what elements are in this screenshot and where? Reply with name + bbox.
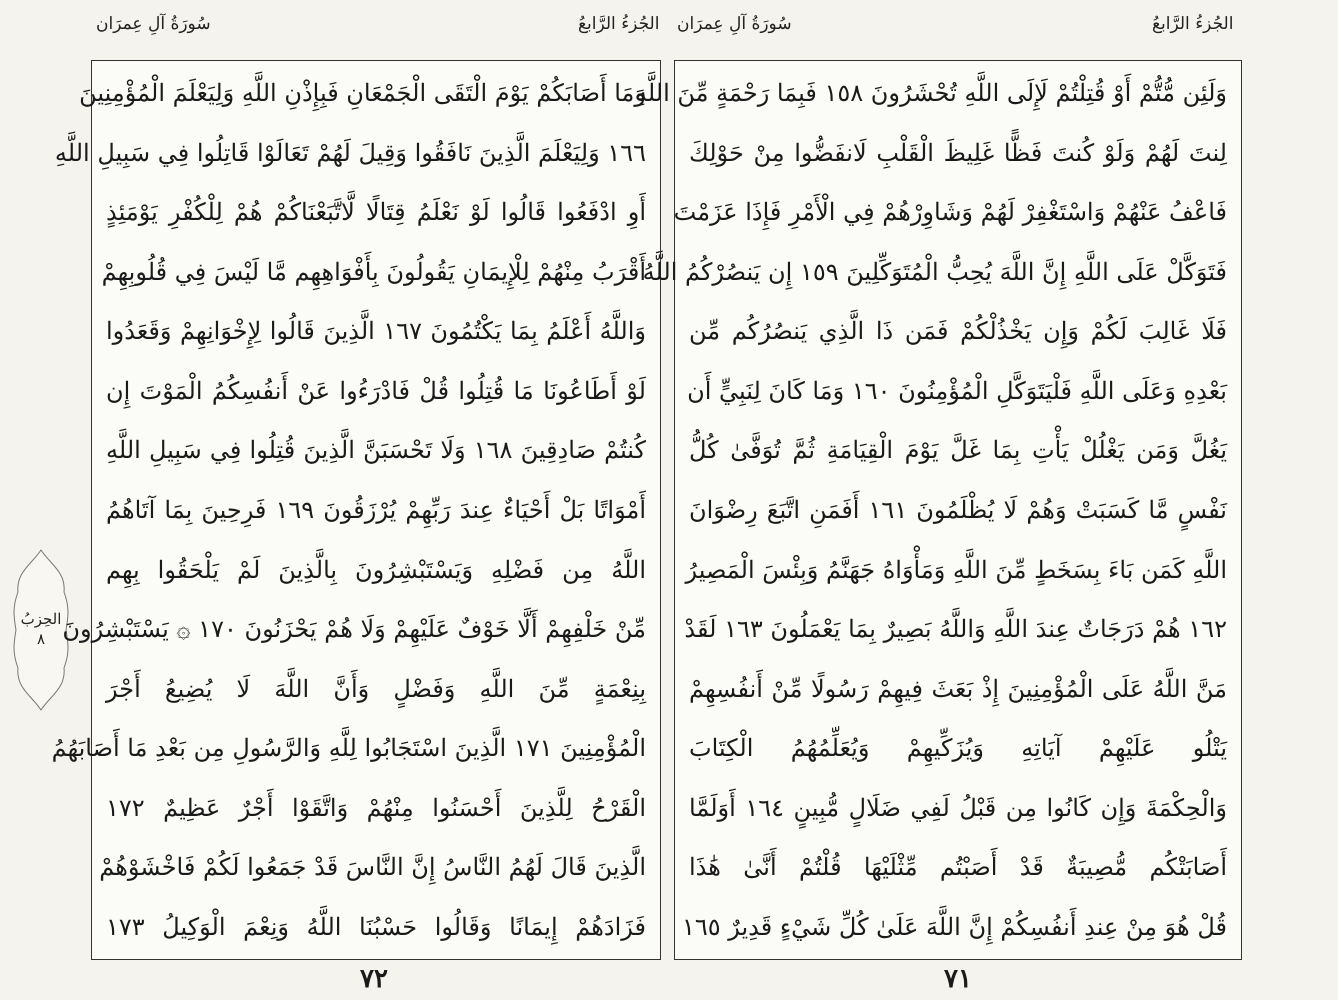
text-line: كُنتُمْ صَادِقِينَ ١٦٨ وَلَا تَحْسَبَنَّ الَّذِينَ قُتِلُوا فِي سَبِيلِ اللَّهِ xyxy=(106,436,646,465)
text-line: فَتَوَكَّلْ عَلَى اللَّهِ إِنَّ اللَّهَ يُحِبُّ الْمُتَوَكِّلِينَ ١٥٩ إِن يَنصُرْكُمُ اللَّهُ xyxy=(642,257,1227,286)
text-line: أَوِ ادْفَعُوا قَالُوا لَوْ نَعْلَمُ قِتَالًا لَّاتَّبَعْنَاكُمْ هُمْ لِلْكُفْرِ يَوْمَئِذٍ xyxy=(106,198,646,227)
text-line: وَالْحِكْمَةَ وَإِن كَانُوا مِن قَبْلُ لَفِي ضَلَالٍ مُّبِينٍ ١٦٤ أَوَلَمَّا xyxy=(689,793,1227,822)
text-line: الَّذِينَ قَالَ لَهُمُ النَّاسُ إِنَّ النَّاسَ قَدْ جَمَعُوا لَكُمْ فَاخْشَوْهُمْ xyxy=(99,853,646,882)
hizb-label: الحِزبُ xyxy=(20,610,62,628)
right-juz-header: الجُزءُ الرَّابعُ xyxy=(1152,14,1234,34)
right-page-frame xyxy=(634,60,1242,960)
text-line: فَزَادَهُمْ إِيمَانًا وَقَالُوا حَسْبُنَا اللَّهُ وَنِعْمَ الْوَكِيلُ ١٧٣ xyxy=(106,912,646,941)
hizb-number: ٨ xyxy=(36,630,46,648)
left-surah-header: سُورَةُ آلِ عِمرَان xyxy=(96,14,211,34)
text-line: بِنِعْمَةٍ مِّنَ اللَّهِ وَفَضْلٍ وَأَنَّ اللَّهَ لَا يُضِيعُ أَجْرَ xyxy=(106,674,646,703)
text-line: أَمْوَاتًا بَلْ أَحْيَاءٌ عِندَ رَبِّهِمْ يُرْزَقُونَ ١٦٩ فَرِحِينَ بِمَا آتَاهُمُ xyxy=(106,495,647,524)
text-line: وَاللَّهُ أَعْلَمُ بِمَا يَكْتُمُونَ ١٦٧ الَّذِينَ قَالُوا لِإِخْوَانِهِمْ وَقَعَدُوا xyxy=(106,317,646,346)
text-line: وَمَا أَصَابَكُمْ يَوْمَ الْتَقَى الْجَمْعَانِ فَبِإِذْنِ اللَّهِ وَلِيَعْلَمَ الْمُؤْمِنِينَ xyxy=(79,79,646,107)
left-page-number: ٧٢ xyxy=(360,964,388,994)
text-line: أَقْرَبُ مِنْهُمْ لِلْإِيمَانِ يَقُولُونَ بِأَفْوَاهِهِم مَّا لَيْسَ فِي قُلُوبِهِمْ xyxy=(101,257,646,286)
text-line: ١٦٢ هُمْ دَرَجَاتٌ عِندَ اللَّهِ وَاللَّهُ بَصِيرٌ بِمَا يَعْمَلُونَ ١٦٣ لَقَدْ xyxy=(684,615,1227,644)
left-page-text xyxy=(51,73,647,947)
text-line: لَوْ أَطَاعُونَا مَا قُتِلُوا قُلْ فَادْرَءُوا عَنْ أَنفُسِكُمُ الْمَوْتَ إِن xyxy=(106,376,646,405)
right-surah-header: سُورَةُ آلِ عِمرَان xyxy=(677,14,792,34)
text-line: ١٦٦ وَلِيَعْلَمَ الَّذِينَ نَافَقُوا وَقِيلَ لَهُمْ تَعَالَوْا قَاتِلُوا فِي سَبِيلِ اللَّهِ xyxy=(54,138,646,167)
text-line: مَنَّ اللَّهُ عَلَى الْمُؤْمِنِينَ إِذْ بَعَثَ فِيهِمْ رَسُولًا مِّنْ أَنفُسِهِمْ xyxy=(689,674,1228,703)
text-line: يَغُلَّ وَمَن يَغْلُلْ يَأْتِ بِمَا غَلَّ يَوْمَ الْقِيَامَةِ ثُمَّ تُوَفَّىٰ كُلُّ xyxy=(689,436,1227,465)
text-line: فَاعْفُ عَنْهُمْ وَاسْتَغْفِرْ لَهُمْ وَشَاوِرْهُمْ فِي الْأَمْرِ فَإِذَا عَزَمْتَ xyxy=(673,198,1227,227)
text-line: نَفْسٍ مَّا كَسَبَتْ وَهُمْ لَا يُظْلَمُونَ ١٦١ أَفَمَنِ اتَّبَعَ رِضْوَانَ xyxy=(689,495,1227,524)
text-line: قُلْ هُوَ مِنْ عِندِ أَنفُسِكُمْ إِنَّ اللَّهَ عَلَىٰ كُلِّ شَيْءٍ قَدِيرٌ ١٦٥ xyxy=(681,912,1227,941)
text-line: لِنتَ لَهُمْ وَلَوْ كُنتَ فَظًّا غَلِيظَ الْقَلْبِ لَانفَضُّوا مِنْ حَوْلِكَ xyxy=(689,138,1227,167)
text-line: فَلَا غَالِبَ لَكُمْ وَإِن يَخْذُلْكُمْ فَمَن ذَا الَّذِي يَنصُرُكُم مِّن xyxy=(689,317,1227,346)
right-page-text xyxy=(634,73,1228,947)
left-juz-header: الجُزءُ الرَّابعُ xyxy=(578,14,660,34)
right-page-number: ٧١ xyxy=(944,964,972,994)
text-line: الْمُؤْمِنِينَ ١٧١ الَّذِينَ اسْتَجَابُوا لِلَّهِ وَالرَّسُولِ مِن بَعْدِ مَا أَصَابَهُمُ xyxy=(51,734,646,763)
text-line: مِّنْ خَلْفِهِمْ أَلَّا خَوْفٌ عَلَيْهِمْ وَلَا هُمْ يَحْزَنُونَ ١٧٠ ۞ يَسْتَبْشِرُونَ xyxy=(62,615,646,644)
text-line: وَلَئِن مُّتُّمْ أَوْ قُتِلْتُمْ لَإِلَى اللَّهِ تُحْشَرُونَ ١٥٨ فَبِمَا رَحْمَةٍ مِّنَ اللَّهِ xyxy=(634,79,1227,107)
text-line: اللَّهُ مِن فَضْلِهِ وَيَسْتَبْشِرُونَ بِالَّذِينَ لَمْ يَلْحَقُوا بِهِم xyxy=(106,555,646,584)
left-page-frame xyxy=(51,60,661,960)
text-line: بَعْدِهِ وَعَلَى اللَّهِ فَلْيَتَوَكَّلِ الْمُؤْمِنُونَ ١٦٠ وَمَا كَانَ لِنَبِيٍّ أَن xyxy=(687,376,1227,405)
text-line: الْقَرْحُ لِلَّذِينَ أَحْسَنُوا مِنْهُمْ وَاتَّقَوْا أَجْرٌ عَظِيمٌ ١٧٢ xyxy=(106,793,646,822)
text-line: اللَّهِ كَمَن بَاءَ بِسَخَطٍ مِّنَ اللَّهِ وَمَأْوَاهُ جَهَنَّمُ وَبِئْسَ الْمَصِيرُ xyxy=(685,555,1227,584)
text-line: يَتْلُو عَلَيْهِمْ آيَاتِهِ وَيُزَكِّيهِمْ وَيُعَلِّمُهُمُ الْكِتَابَ xyxy=(689,734,1227,763)
text-line: أَصَابَتْكُم مُّصِيبَةٌ قَدْ أَصَبْتُم مِّثْلَيْهَا قُلْتُمْ أَنَّىٰ هَٰذَا xyxy=(689,853,1227,882)
